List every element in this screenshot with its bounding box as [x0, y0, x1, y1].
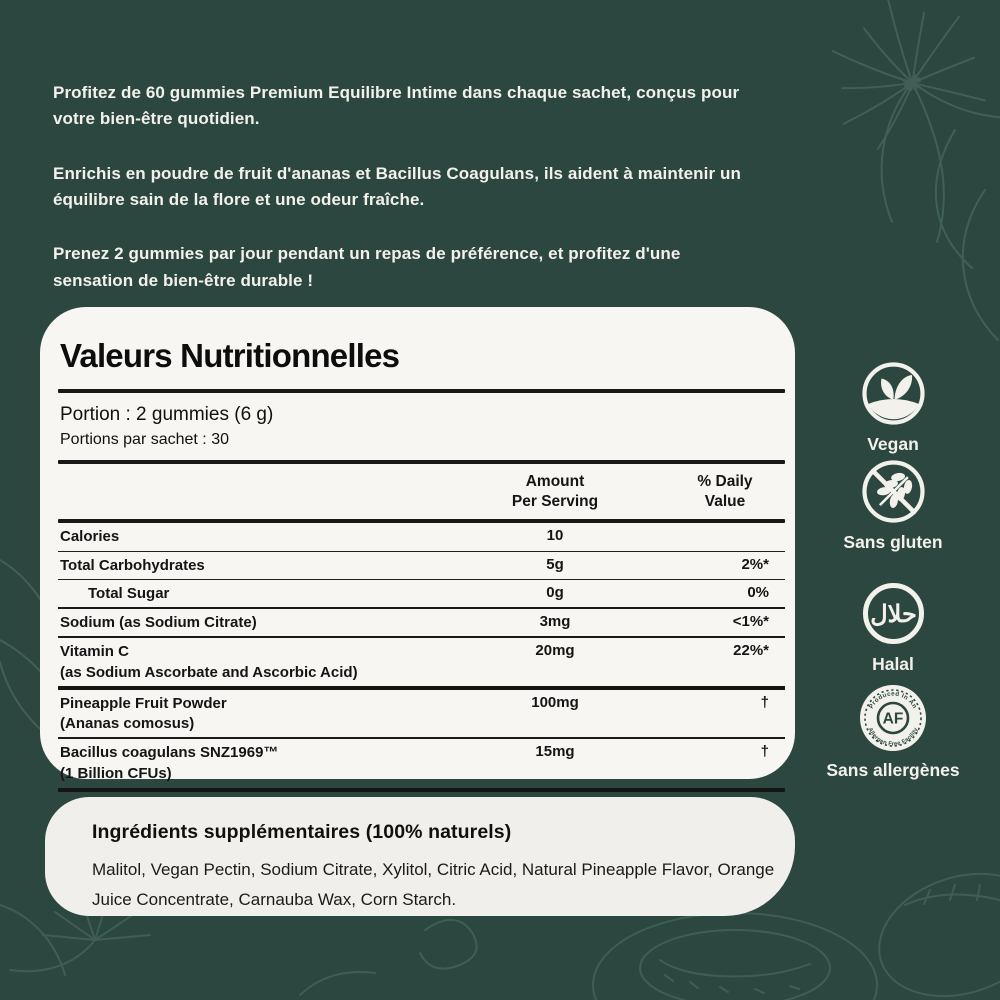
table-row — [58, 690, 785, 740]
badge-allergen-free — [824, 683, 962, 781]
intro-line: Profitez de 60 gummies Premium Equilibre Intime dans chaque sachet, conçus pour — [53, 83, 740, 102]
table-row — [58, 580, 785, 609]
allergen-free-icon — [858, 683, 928, 753]
divider — [58, 788, 785, 793]
row-label: Bacillus coagulans SNZ1969™ — [60, 744, 279, 762]
af-center-text: AF — [882, 710, 904, 728]
row-daily-value: 2%* — [741, 555, 769, 573]
table-row — [58, 552, 785, 580]
badge-vegan — [824, 360, 962, 455]
nutrition-facts-card — [40, 307, 795, 782]
intro-line: Enrichis en poudre de fruit d'ananas et Bacillus Coagulans, ils aident à maintenir un — [53, 163, 741, 183]
badge-label: Sans allergènes — [826, 760, 960, 780]
serving-size: Portion : 2 gummies (6 g) — [60, 404, 274, 425]
badge-label: Halal — [872, 654, 914, 674]
intro-paragraph — [53, 80, 741, 133]
row-daily-value: <1%* — [732, 613, 769, 631]
table-row — [58, 638, 785, 690]
row-label: Sodium (as Sodium Citrate) — [60, 614, 257, 632]
af-ring-text-top: Produced In An — [867, 690, 919, 711]
intro-paragraph — [53, 241, 741, 294]
ingredients-box — [45, 797, 795, 916]
table-header — [58, 464, 785, 519]
row-label: Total Carbohydrates — [60, 556, 205, 574]
row-amount: 3mg — [539, 613, 571, 631]
intro-line: Prenez 2 gummies par jour pendant un repas de préférence, et profitez d'une — [53, 244, 681, 264]
row-daily-value: † — [760, 743, 769, 761]
row-amount: 5g — [546, 555, 564, 573]
table-row — [58, 609, 785, 638]
row-label: Pineapple Fruit Powder — [60, 694, 227, 712]
row-amount: 10 — [546, 527, 564, 545]
row-amount: 20mg — [535, 642, 575, 660]
row-amount: 15mg — [535, 743, 575, 761]
intro-paragraph — [53, 161, 741, 214]
divider — [58, 389, 785, 393]
daily-value-column-header: % Daily Value — [697, 473, 753, 511]
row-sublabel: (as Sodium Ascorbate and Ascorbic Acid) — [60, 663, 358, 681]
table-row — [58, 739, 785, 787]
badge-label: Vegan — [867, 434, 919, 454]
intro-line: votre bien-être quotidien. — [53, 109, 260, 129]
row-sublabel: (1 Billion CFUs) — [60, 764, 172, 782]
halal-arabic-text: حلال — [869, 601, 917, 628]
row-amount: 0g — [546, 583, 564, 601]
nutrition-title: Valeurs Nutritionnelles — [60, 337, 400, 374]
intro-line: équilibre sain de la flore et une odeur fraîche. — [53, 190, 425, 210]
servings-per-container: Portions par sachet : 30 — [60, 431, 229, 448]
row-label: Total Sugar — [88, 584, 170, 602]
row-sublabel: (Ananas comosus) — [60, 715, 195, 733]
intro-text-block — [53, 80, 741, 322]
amount-column-header: Amount Per Serving — [511, 473, 599, 511]
badge-label: Sans gluten — [843, 532, 943, 552]
af-ring-text-bottom: Allergen Free Facility — [866, 726, 920, 748]
row-daily-value: 22%* — [733, 642, 769, 660]
row-amount: 100mg — [531, 693, 579, 711]
ingredients-list: Malitol, Vegan Pectin, Sodium Citrate, Xylitol, Citric Acid, Natural Pineapple Flavor, Orange Juice Concentrate, Carnauba Wax, Corn Starch. — [92, 860, 775, 909]
badge-gluten-free — [824, 458, 962, 553]
table-row — [58, 523, 785, 551]
row-label: Vitamin C — [60, 643, 129, 661]
row-daily-value: † — [760, 693, 769, 711]
ingredients-heading: Ingrédients supplémentaires (100% naturels) — [92, 821, 512, 843]
intro-line: sensation de bien-être durable ! — [53, 270, 314, 290]
vegan-icon — [860, 360, 927, 427]
halal-icon — [860, 580, 927, 647]
row-label: Calories — [60, 528, 120, 546]
gluten-free-icon — [860, 458, 927, 525]
badge-halal — [824, 580, 962, 675]
row-daily-value: 0% — [747, 583, 769, 601]
